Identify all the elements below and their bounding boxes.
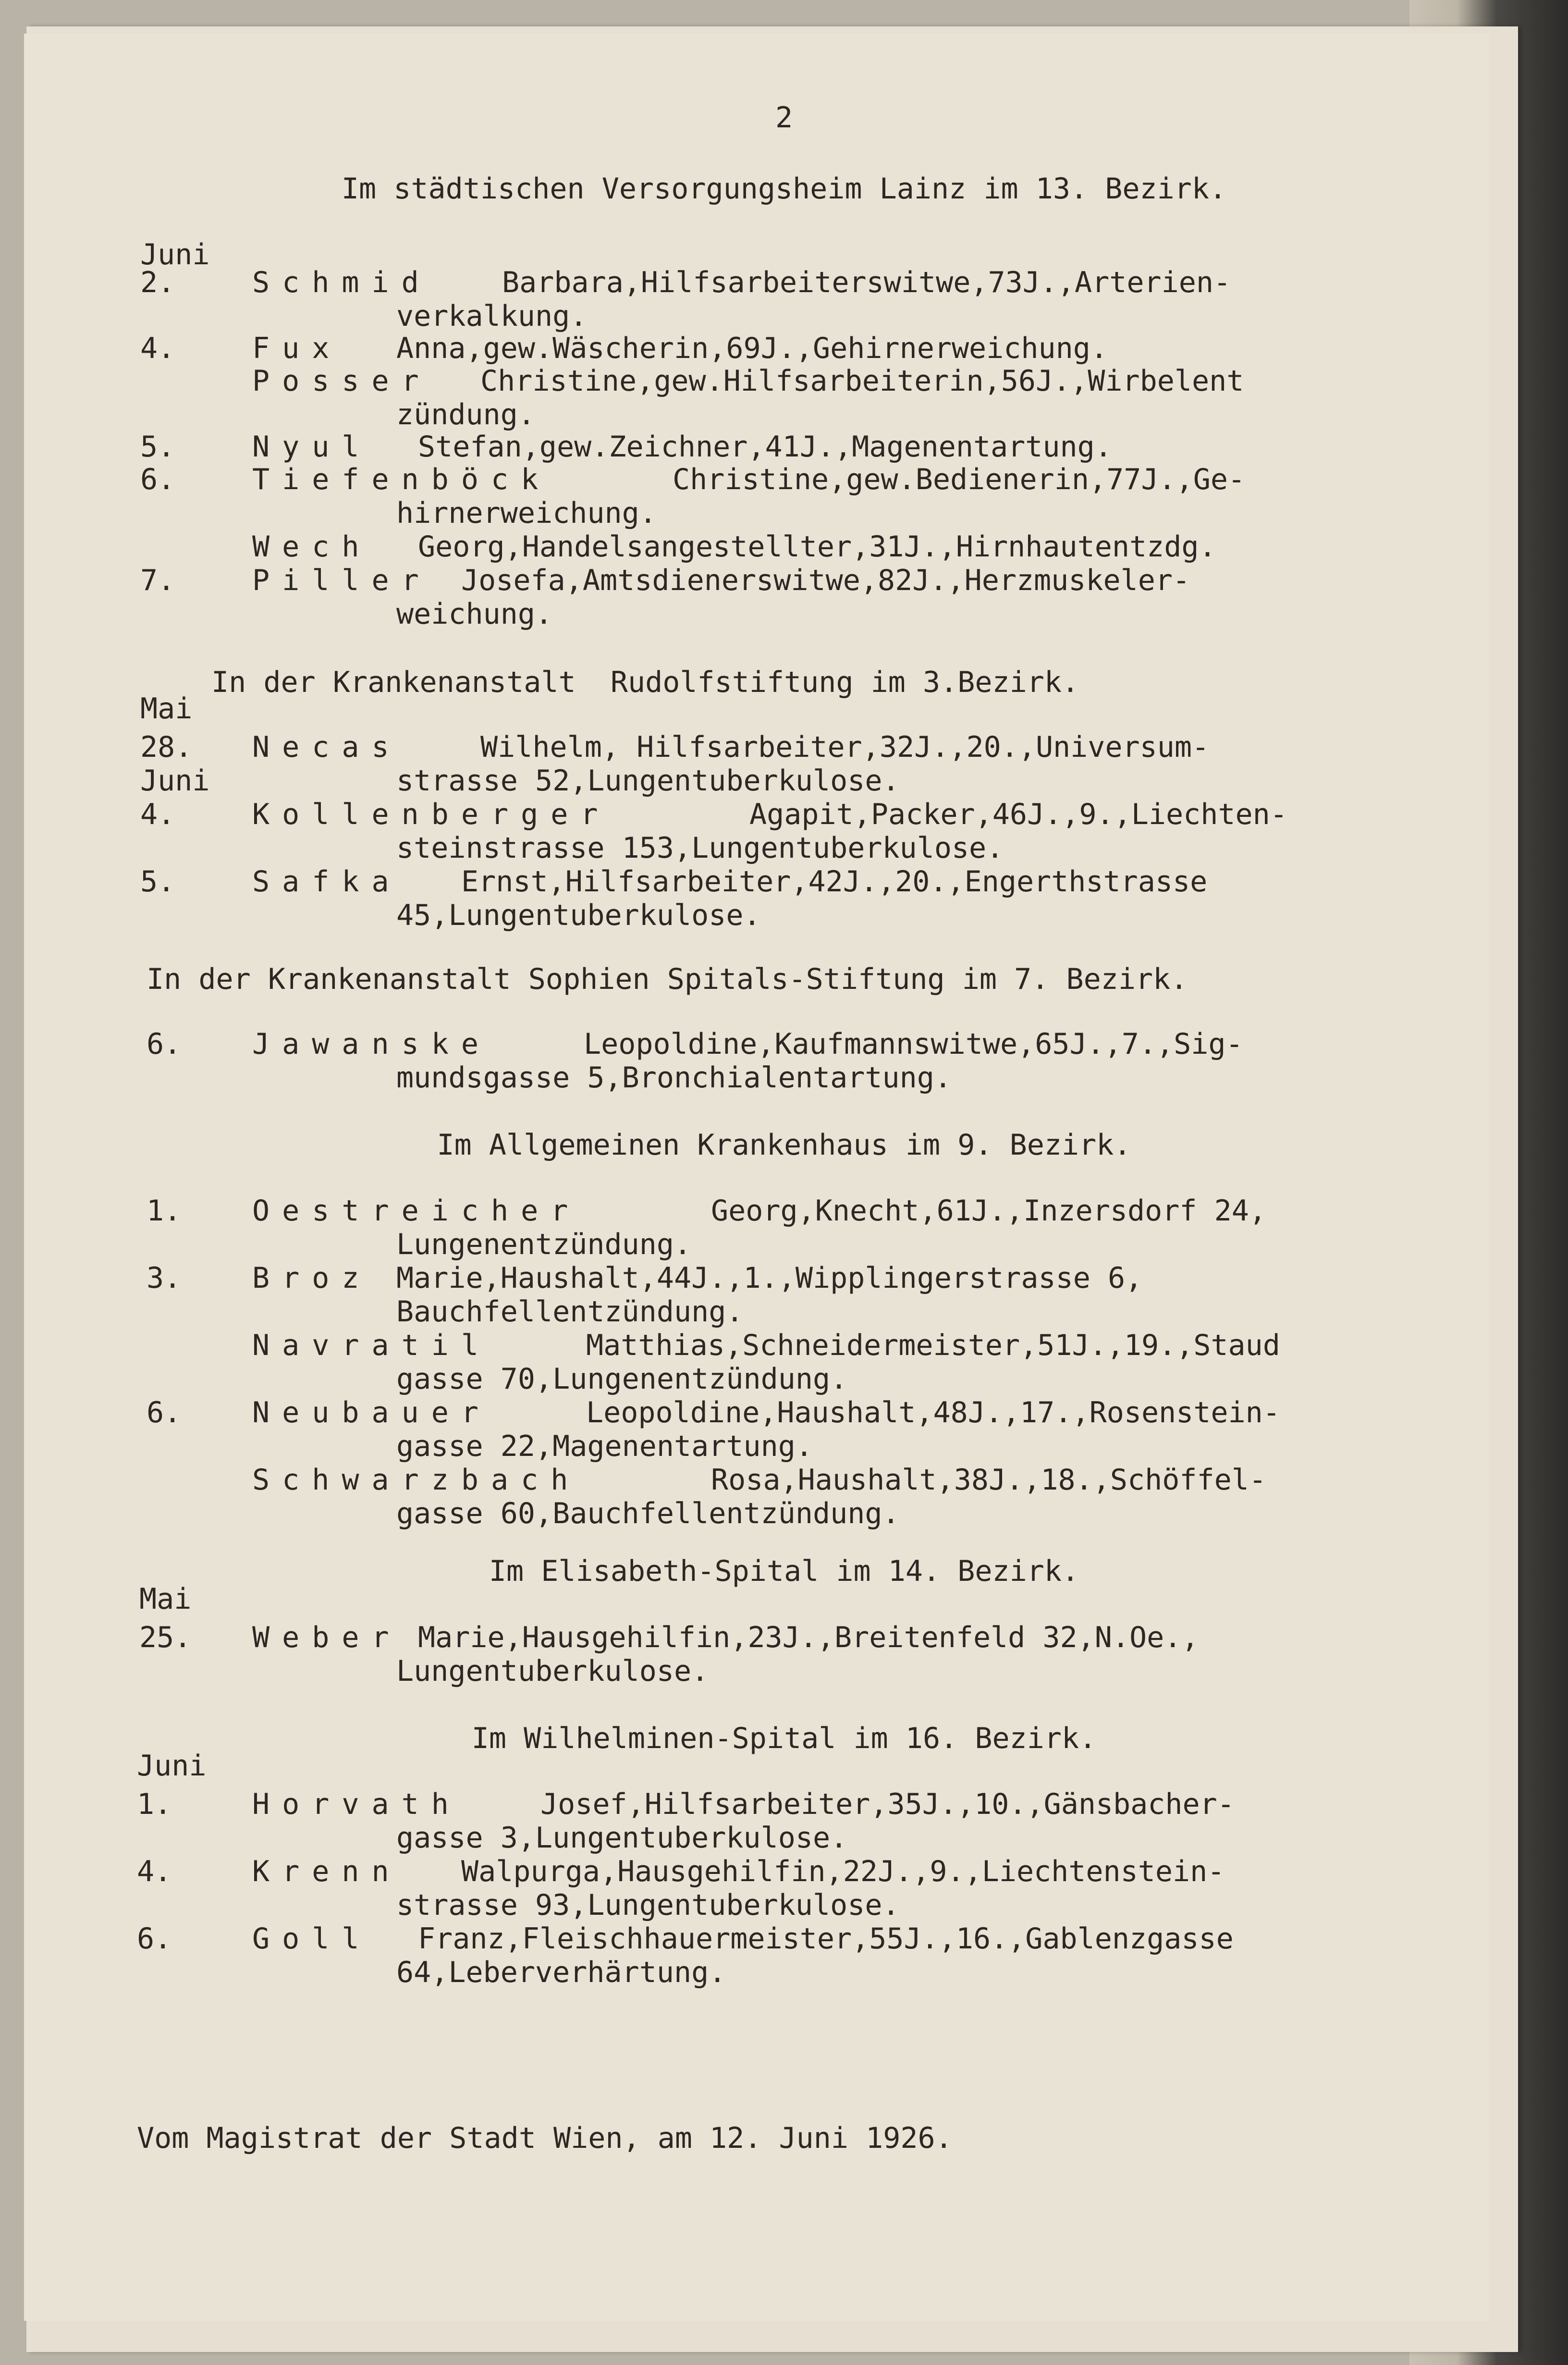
entry-day: 2. bbox=[140, 266, 175, 299]
entry-details-cont: gasse 22,Magenentartung. bbox=[396, 1429, 813, 1463]
entry-day: 6. bbox=[140, 463, 175, 496]
entry-details-cont: gasse 60,Bauchfellentzündung. bbox=[396, 1497, 900, 1530]
entry-surname: Tiefenböck bbox=[252, 463, 551, 496]
entry-details-cont: 45,Lungentuberkulose. bbox=[396, 899, 761, 932]
entry-details: Leopoldine,Kaufmannswitwe,65J.,7.,Sig- bbox=[584, 1027, 1243, 1061]
entry-day: 6. bbox=[137, 1922, 172, 1956]
entry-details: Rosa,Haushalt,38J.,18.,Schöffel- bbox=[711, 1463, 1266, 1497]
entry-details-cont: mundsgasse 5,Bronchialentartung. bbox=[396, 1061, 952, 1095]
entry-surname: Nyul bbox=[252, 430, 372, 464]
entry-surname: Fux bbox=[252, 332, 342, 365]
month-label: Mai bbox=[139, 1582, 192, 1616]
entry-details: Leopoldine,Haushalt,48J.,17.,Rosenstein- bbox=[586, 1396, 1280, 1429]
month-label: Juni bbox=[137, 1749, 207, 1783]
entry-surname: Neubauer bbox=[252, 1396, 491, 1429]
entry-day: 5. bbox=[140, 430, 175, 464]
entry-details: Barbara,Hilfsarbeiterswitwe,73J.,Arterien- bbox=[502, 266, 1231, 299]
entry-details: Agapit,Packer,46J.,9.,Liechten- bbox=[749, 798, 1287, 831]
entry-details: Walpurga,Hausgehilfin,22J.,9.,Liechtenstein- bbox=[461, 1855, 1225, 1888]
entry-details: Stefan,gew.Zeichner,41J.,Magenentartung. bbox=[418, 430, 1112, 464]
entry-surname: Posser bbox=[252, 364, 431, 398]
entry-details: Marie,Haushalt,44J.,1.,Wipplingerstrasse 6, bbox=[396, 1261, 1143, 1295]
month-label: Mai bbox=[140, 692, 193, 726]
entry-details-cont: Lungentuberkulose. bbox=[396, 1654, 709, 1688]
entry-surname: Safka bbox=[252, 865, 402, 899]
entry-surname: Piller bbox=[252, 564, 431, 597]
entry-surname: Broz bbox=[252, 1261, 372, 1295]
entry-day: 6. bbox=[147, 1396, 182, 1429]
entry-surname: Navratil bbox=[252, 1329, 491, 1362]
section-heading-sophien: In der Krankenanstalt Sophien Spitals-Stiftung im 7. Bezirk. bbox=[147, 962, 1188, 996]
entry-details: Marie,Hausgehilfin,23J.,Breitenfeld 32,N.Oe., bbox=[418, 1621, 1199, 1654]
entry-details: Franz,Fleischhauermeister,55J.,16.,Gablenzgasse bbox=[418, 1922, 1234, 1956]
entry-day: 1. bbox=[137, 1787, 172, 1821]
entry-surname: Horvath bbox=[252, 1787, 461, 1821]
entry-surname: Oestreicher bbox=[252, 1194, 581, 1228]
entry-surname: Kollenberger bbox=[252, 798, 611, 831]
entry-day: 4. bbox=[137, 1855, 172, 1888]
entry-surname: Necas bbox=[252, 730, 402, 764]
entry-details: Wilhelm, Hilfsarbeiter,32J.,20.,Universum- bbox=[480, 730, 1210, 764]
entry-details-cont: verkalkung. bbox=[396, 299, 588, 333]
entry-details: Georg,Knecht,61J.,Inzersdorf 24, bbox=[711, 1194, 1266, 1228]
section-heading-lainz: Im städtischen Versorgungsheim Lainz im 13. Bezirk. bbox=[341, 172, 1227, 206]
entry-details-cont: steinstrasse 153,Lungentuberkulose. bbox=[396, 831, 1004, 865]
entry-surname: Schwarzbach bbox=[252, 1463, 581, 1497]
entry-details-cont: strasse 52,Lungentuberkulose. bbox=[396, 764, 900, 798]
section-heading-elisabeth-spital: Im Elisabeth-Spital im 14. Bezirk. bbox=[489, 1554, 1079, 1588]
entry-surname: Jawanske bbox=[252, 1027, 491, 1061]
entry-day: 25. bbox=[139, 1621, 192, 1654]
month-label: Juni bbox=[140, 238, 210, 271]
entry-details: Christine,gew.Bedienerin,77J.,Ge- bbox=[673, 463, 1246, 496]
entry-details-cont: Bauchfellentzündung. bbox=[396, 1295, 744, 1329]
entry-surname: Krenn bbox=[252, 1855, 402, 1888]
section-heading-allgemeines-krankenhaus: Im Allgemeinen Krankenhaus im 9. Bezirk. bbox=[437, 1128, 1131, 1162]
entry-details-cont: 64,Leberverhärtung. bbox=[396, 1956, 726, 1989]
entry-day: 6. bbox=[147, 1027, 182, 1061]
entry-details-cont: weichung. bbox=[396, 597, 553, 631]
entry-details: Christine,gew.Hilfsarbeiterin,56J.,Wirbelent bbox=[480, 364, 1244, 398]
entry-surname: Schmid bbox=[252, 266, 431, 299]
entry-details-cont: Lungenentzündung. bbox=[396, 1228, 692, 1261]
entry-surname: Wech bbox=[252, 530, 372, 564]
entry-surname: Weber bbox=[252, 1621, 402, 1654]
entry-details-cont: strasse 93,Lungentuberkulose. bbox=[396, 1888, 900, 1922]
entry-details-cont: gasse 70,Lungenentzündung. bbox=[396, 1362, 848, 1396]
section-heading-wilhelminen-spital: Im Wilhelminen-Spital im 16. Bezirk. bbox=[471, 1722, 1097, 1755]
entry-details-cont: hirnerweichung. bbox=[396, 496, 657, 530]
entry-day: 5. bbox=[140, 865, 175, 899]
entry-day: 3. bbox=[147, 1261, 182, 1295]
entry-details: Josefa,Amtsdienerswitwe,82J.,Herzmuskeler- bbox=[461, 564, 1190, 597]
page-number: 2 bbox=[775, 101, 793, 135]
entry-details-cont: zündung. bbox=[396, 398, 535, 431]
entry-day: 4. bbox=[140, 332, 175, 365]
section-heading-rudolfstiftung: In der Krankenanstalt Rudolfstiftung im 3.Bezirk. bbox=[211, 665, 1079, 699]
entry-day: 7. bbox=[140, 564, 175, 597]
entry-surname: Goll bbox=[252, 1922, 372, 1956]
entry-details: Matthias,Schneidermeister,51J.,19.,Staud bbox=[586, 1329, 1280, 1362]
entry-details: Anna,gew.Wäscherin,69J.,Gehirnerweichung. bbox=[396, 332, 1108, 365]
entry-details: Josef,Hilfsarbeiter,35J.,10.,Gänsbacher- bbox=[540, 1787, 1235, 1821]
entry-day: 1. bbox=[147, 1194, 182, 1228]
closing-signature-line: Vom Magistrat der Stadt Wien, am 12. Juni 1926. bbox=[137, 2121, 953, 2155]
entry-details: Ernst,Hilfsarbeiter,42J.,20.,Engerthstrasse bbox=[461, 865, 1208, 899]
entry-day: 4. bbox=[140, 798, 175, 831]
entry-details-cont: gasse 3,Lungentuberkulose. bbox=[396, 1821, 848, 1855]
entry-day: 28. bbox=[140, 730, 193, 764]
month-label: Juni bbox=[140, 764, 210, 798]
entry-details: Georg,Handelsangestellter,31J.,Hirnhautentzdg. bbox=[418, 530, 1216, 564]
